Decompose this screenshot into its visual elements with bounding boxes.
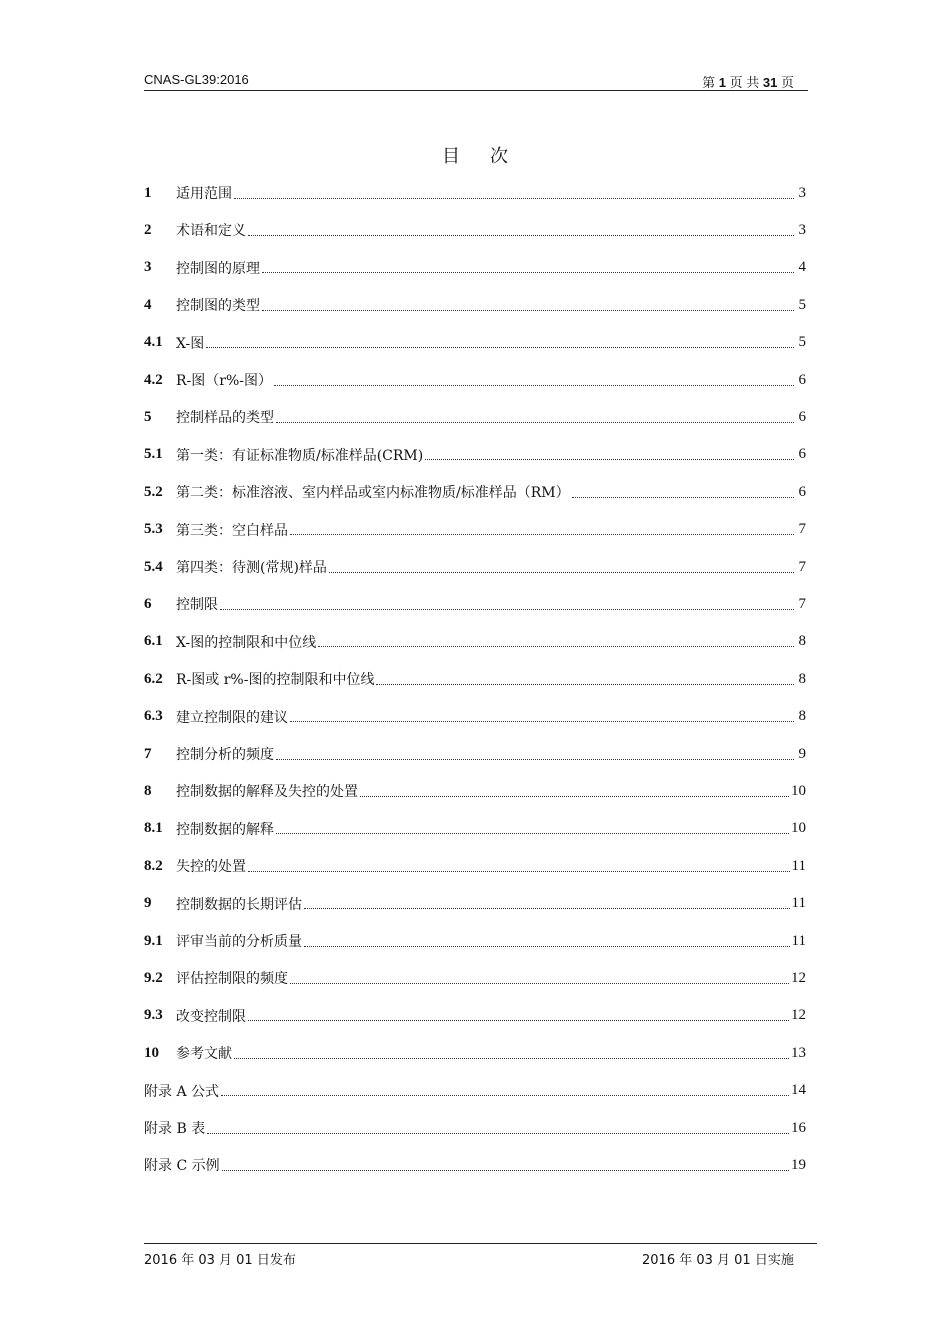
toc-entry-number: 6	[144, 595, 152, 612]
toc-entry-label: 附录 C 示例	[144, 1158, 220, 1175]
toc-entry[interactable]	[144, 480, 806, 504]
toc-entry[interactable]	[144, 218, 806, 242]
toc-entry-page: 19	[791, 1156, 806, 1173]
toc-entry-label: 第一类：有证标准物质/标准样品(CRM)	[176, 447, 424, 464]
toc-entry-page: 8	[798, 708, 806, 725]
current-page-number: 1	[718, 75, 727, 90]
toc-entry-label: 术语和定义	[176, 223, 246, 240]
dot-leader	[248, 235, 794, 236]
dot-leader	[572, 497, 794, 498]
toc-entry-page: 8	[798, 633, 806, 650]
toc-entry[interactable]	[144, 1041, 806, 1065]
toc-entry-label: 控制数据的解释	[176, 821, 274, 838]
toc-entry-number: 7	[144, 745, 152, 762]
toc-entry-label: 参考文献	[176, 1046, 232, 1063]
dot-leader	[329, 572, 794, 573]
page-header	[144, 72, 808, 91]
toc-entry-page: 14	[791, 1082, 806, 1099]
toc-entry-page: 11	[791, 895, 806, 912]
total-page-number: 31	[762, 75, 778, 90]
toc-entry-label: 适用范围	[176, 186, 232, 202]
dot-leader	[221, 1095, 789, 1096]
toc-entry[interactable]	[144, 892, 806, 916]
toc-entry-number: 4	[144, 296, 152, 313]
toc-entry-label: 控制样品的类型	[176, 410, 274, 427]
page-prefix: 第	[702, 75, 716, 90]
dot-leader	[276, 833, 789, 834]
toc-entry-page: 5	[798, 334, 806, 351]
toc-entry-label: 控制分析的频度	[176, 747, 274, 763]
toc-entry-page: 8	[798, 670, 806, 687]
dot-leader	[304, 946, 790, 947]
toc-entry[interactable]	[144, 293, 806, 317]
toc-entry-number: 5	[144, 408, 152, 425]
toc-entry-number: 9.1	[144, 932, 163, 949]
dot-leader	[425, 459, 794, 460]
toc-entry-label: 评估控制限的频度	[176, 971, 288, 988]
toc-entry-label: 控制数据的长期评估	[176, 896, 302, 913]
toc-entry[interactable]	[144, 667, 806, 691]
toc-entry-label: 建立控制限的建议	[176, 709, 288, 726]
toc-entry[interactable]	[144, 929, 806, 953]
toc-entry-label: R-图或 r%-图的控制限和中位线	[176, 672, 375, 689]
toc-entry-page: 11	[791, 857, 806, 874]
dot-leader	[290, 534, 794, 535]
toc-entry-page: 7	[798, 521, 806, 538]
toc-entry-label: 评审当前的分析质量	[176, 934, 302, 950]
toc-entry-page: 12	[791, 1007, 806, 1024]
toc-entry-label: 第二类：标准溶液、室内样品或室内标准物质/标准样品（RM）	[176, 485, 570, 502]
toc-entry-number: 1	[144, 184, 152, 201]
toc-entry-number: 6.1	[144, 633, 163, 650]
toc-entry-page: 6	[798, 371, 806, 388]
toc-entry-number: 4.2	[144, 371, 163, 388]
toc-entry[interactable]	[144, 817, 806, 841]
toc-entry-label: 失控的处置	[176, 859, 246, 876]
toc-entry-page: 7	[798, 595, 806, 612]
toc-entry[interactable]	[144, 630, 806, 654]
toc-entry-label: X-图	[176, 335, 205, 352]
toc-entry-label: 控制图的原理	[176, 260, 260, 277]
dot-leader	[248, 1020, 789, 1021]
toc-entry[interactable]	[144, 555, 806, 579]
toc-entry[interactable]	[144, 592, 806, 616]
dot-leader	[276, 759, 794, 760]
toc-entry-number: 10	[144, 1044, 159, 1061]
toc-entry-page: 10	[791, 820, 806, 837]
toc-entry[interactable]	[144, 705, 806, 729]
toc-entry-label: 附录 B 表	[144, 1121, 206, 1137]
page-indicator	[702, 72, 794, 91]
toc-entry-label: R-图（r%-图）	[176, 373, 272, 389]
dot-leader	[220, 609, 794, 610]
page-middle: 页 共	[729, 75, 760, 90]
page-suffix: 页	[780, 75, 794, 90]
dot-leader	[290, 721, 794, 722]
toc-entry[interactable]	[144, 966, 806, 990]
dot-leader	[276, 422, 794, 423]
toc-entry-number: 9	[144, 895, 152, 912]
toc-entry-number: 5.2	[144, 483, 163, 500]
toc-entry[interactable]	[144, 405, 806, 429]
dot-leader	[318, 646, 794, 647]
toc-entry[interactable]	[144, 742, 806, 766]
toc-entry-label: 改变控制限	[176, 1008, 246, 1025]
toc-entry-page: 11	[791, 932, 806, 949]
toc-entry-number: 4.1	[144, 334, 163, 351]
toc-entry[interactable]	[144, 443, 806, 467]
toc-entry-number: 6.3	[144, 708, 163, 725]
toc-entry[interactable]	[144, 331, 806, 355]
toc-entry-label: 控制限	[176, 597, 218, 614]
dot-leader	[234, 198, 794, 199]
toc-entry-label: 附录 A 公式	[144, 1083, 220, 1100]
toc-entry-appendix[interactable]	[144, 1116, 806, 1140]
toc-entry-appendix[interactable]	[144, 1079, 806, 1103]
toc-entry-appendix[interactable]	[144, 1153, 806, 1177]
issue-date: 2016 年 03 月 01 日发布	[144, 1253, 296, 1268]
dot-leader	[207, 1133, 789, 1134]
dot-leader	[376, 684, 794, 685]
dot-leader	[262, 272, 794, 273]
toc-entry-label: 第三类：空白样品	[176, 522, 288, 539]
toc-entry-number: 2	[144, 221, 152, 238]
dot-leader	[290, 983, 789, 984]
toc-entry-number: 9.3	[144, 1007, 163, 1024]
toc-entry-number: 8	[144, 782, 152, 799]
toc-entry[interactable]	[144, 518, 806, 542]
toc-entry-page: 3	[798, 184, 806, 201]
toc-entry-number: 8.1	[144, 820, 163, 837]
toc-entry-page: 10	[791, 782, 806, 799]
dot-leader	[234, 1058, 789, 1059]
effective-date: 2016 年 03 月 01 日实施	[642, 1253, 794, 1268]
toc-entry[interactable]	[144, 854, 806, 878]
toc-entry[interactable]	[144, 779, 806, 803]
toc-entry-number: 5.4	[144, 558, 163, 575]
toc-entry-number: 5.1	[144, 446, 163, 463]
toc-entry-number: 6.2	[144, 670, 163, 687]
toc-entry[interactable]	[144, 368, 806, 392]
dot-leader	[206, 347, 794, 348]
toc-entry-page: 16	[791, 1119, 806, 1136]
toc-entry-label: 第四类：待测(常规)样品	[176, 560, 327, 576]
toc-title: 目次	[442, 146, 538, 167]
toc-entry-page: 3	[798, 221, 806, 238]
toc-entry-number: 8.2	[144, 857, 163, 874]
toc-entry-label: 控制图的类型	[176, 298, 260, 315]
toc-entry-number: 3	[144, 259, 152, 276]
toc-entry-page: 13	[791, 1044, 806, 1061]
toc-entry-page: 6	[798, 446, 806, 463]
toc-entry-page: 12	[791, 969, 806, 986]
dot-leader	[360, 796, 789, 797]
toc-entry-label: X-图的控制限和中位线	[176, 634, 317, 651]
toc-entry-page: 6	[798, 483, 806, 500]
toc-entry-page: 4	[798, 259, 806, 276]
document-code: CNAS-GL39:2016	[144, 72, 249, 87]
dot-leader	[248, 871, 790, 872]
dot-leader	[304, 908, 790, 909]
dot-leader	[274, 385, 794, 386]
toc-entry[interactable]	[144, 1004, 806, 1028]
toc-entry-page: 7	[798, 558, 806, 575]
toc-entry-page: 5	[798, 296, 806, 313]
toc-entry-number: 9.2	[144, 969, 163, 986]
dot-leader	[262, 310, 794, 311]
toc-entry-label: 控制数据的解释及失控的处置	[176, 784, 358, 801]
toc-entry-page: 9	[798, 745, 806, 762]
dot-leader	[222, 1170, 789, 1171]
toc-entry-page: 6	[798, 408, 806, 425]
toc-entry[interactable]	[144, 256, 806, 280]
toc-entry-number: 5.3	[144, 521, 163, 538]
toc-entry[interactable]	[144, 181, 806, 205]
footer-divider	[144, 1243, 817, 1244]
